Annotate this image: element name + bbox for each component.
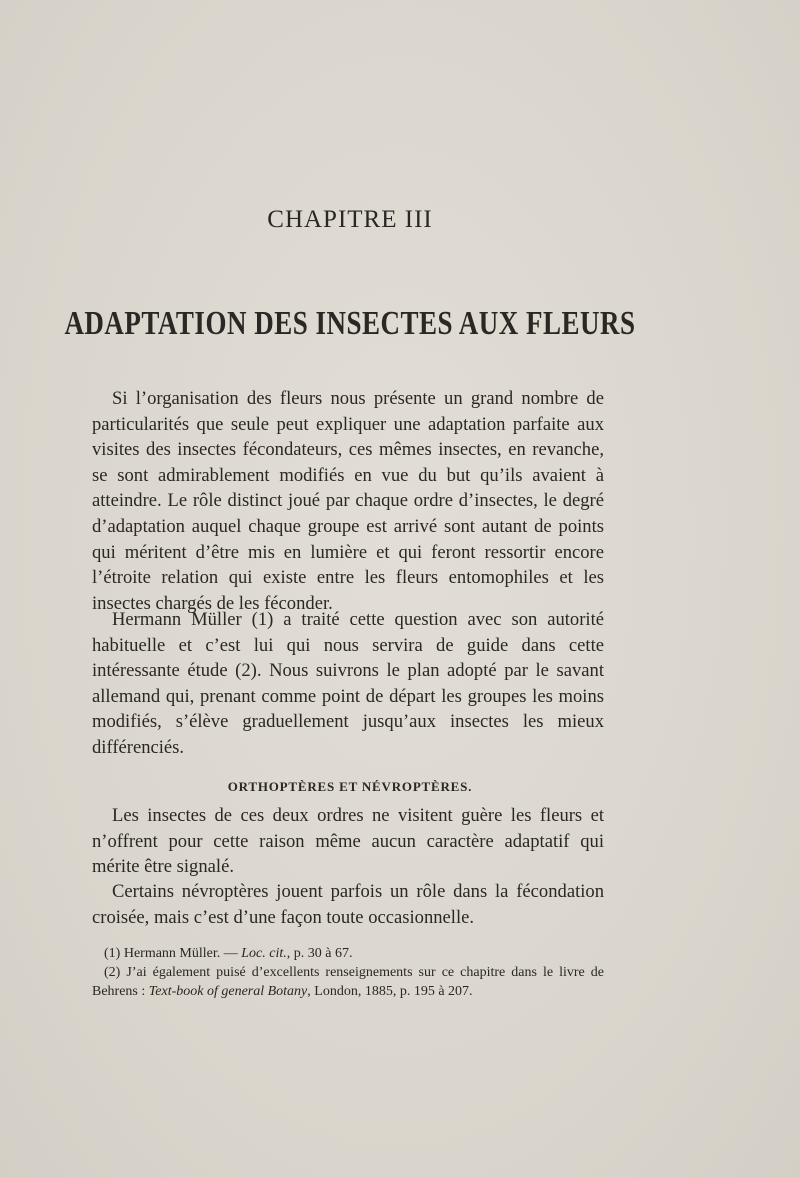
- footnote-marker: (2): [104, 965, 121, 980]
- footnotes: [92, 944, 604, 1001]
- footnote-1: [92, 944, 604, 963]
- footnote-book-title: Text-book of general Botany: [148, 984, 308, 999]
- footnote-tail: , London, 1885, p. 195 à 207.: [307, 984, 473, 999]
- chapter-title: ADAPTATION DES INSECTES AUX FLEURS: [64, 304, 636, 342]
- section-heading: ORTHOPTÈRES ET NÉVROPTÈRES.: [227, 779, 473, 794]
- footnote-pages: , p. 30 à 67.: [286, 946, 353, 961]
- paragraph-text: Hermann Müller (1) a traité cette question avec son autorité habituelle et c’est lui qui nous servira de guide dans cette intéressante étude (2). Nous suivrons le plan adopté par le savant allemand qui, prenant comme point de départ les groupes les moins modifiés, s’élève graduellement jusqu’aux insectes les mieux différenciés.: [92, 609, 604, 758]
- footnote-reference: Loc. cit.: [241, 946, 287, 961]
- body-paragraph-2: [92, 607, 604, 761]
- paragraph-text: Les insectes de ces deux ordres ne visitent guère les fleurs et n’offrent pour cette raison même aucun caractère adaptatif qui mérite être signalé.: [92, 805, 604, 878]
- section-paragraph-1: [92, 803, 604, 880]
- footnote-2: [92, 963, 604, 1001]
- footnote-author: Hermann Müller. —: [123, 946, 238, 961]
- paragraph-text: Si l’organisation des fleurs nous présente un grand nombre de particularités que seule peut expliquer une adaptation parfaite aux visites des insectes fécondateurs, ces mêmes insectes, en revanche, se sont admirablement modifiés en vue du but qu’ils avaient à atteindre. Le rôle distinct joué par chaque ordre d’insectes, le degré d’adaptation auquel chaque groupe est arrivé sont autant de points qui méritent d’être mis en lumière et qui feront ressortir encore l’étroite relation qui existe entre les fleurs entomophiles et les insectes chargés de les féconder.: [92, 388, 604, 614]
- footnote-text: J’ai également puisé d’excellents renseignements sur ce chapitre dans le livre de Behrens :: [92, 965, 605, 999]
- footnote-marker: (1): [104, 946, 121, 961]
- section-paragraph-2: [92, 879, 604, 930]
- chapter-heading: CHAPITRE III: [267, 206, 433, 233]
- paragraph-text: Certains névroptères jouent parfois un rôle dans la fécondation croisée, mais c’est d’une façon toute occasionnelle.: [92, 881, 604, 928]
- body-paragraph-1: [92, 386, 604, 616]
